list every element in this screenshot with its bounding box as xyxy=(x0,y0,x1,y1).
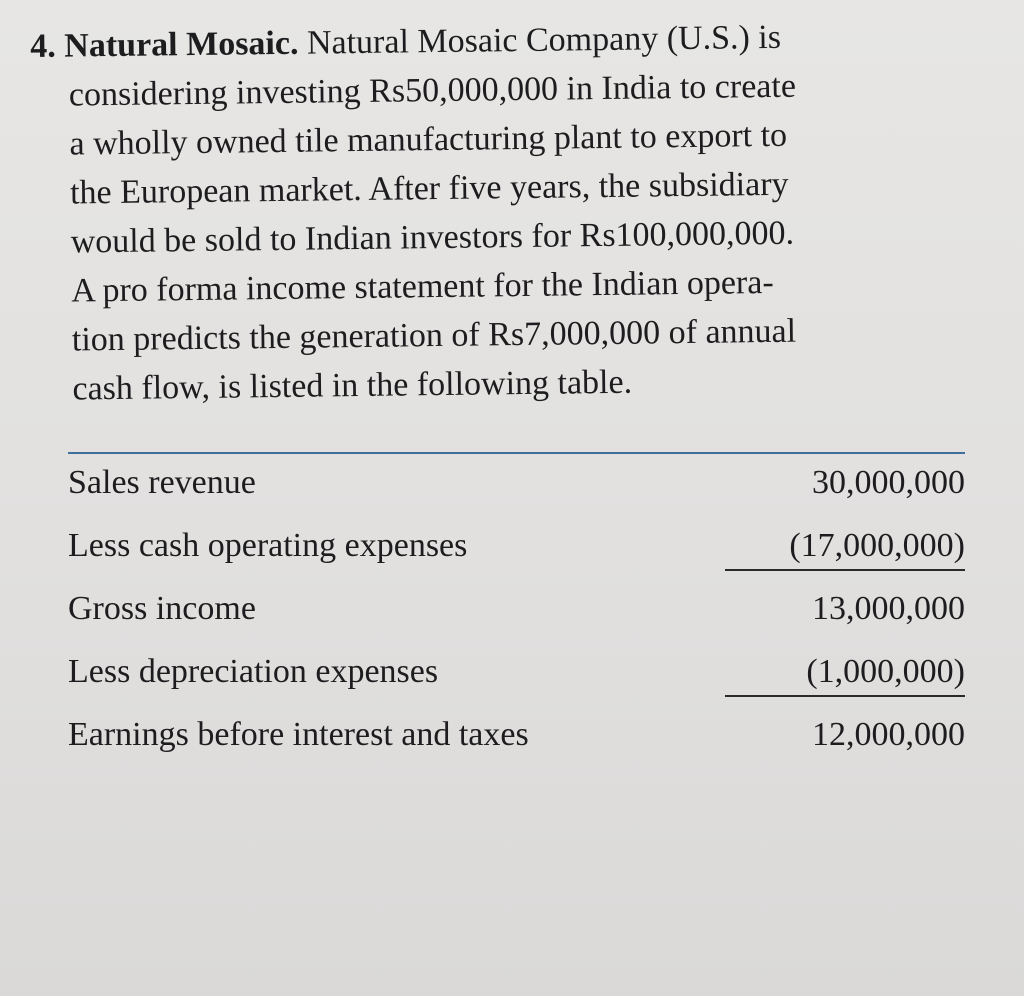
row-value: (1,000,000) xyxy=(725,653,965,697)
problem-title: Natural Mosaic. xyxy=(64,24,299,65)
table-row-cash-operating-expenses xyxy=(68,527,965,590)
table-row-sales-revenue xyxy=(68,464,965,527)
problem-paragraph xyxy=(30,11,975,414)
problem-line-6: A pro forma income statement for the Indian opera- xyxy=(71,263,774,310)
problem-line-5: would be sold to Indian investors for Rs100,000,000. xyxy=(70,214,795,261)
row-label: Sales revenue xyxy=(68,464,256,501)
row-value: 30,000,000 xyxy=(812,464,965,501)
table-row-ebit xyxy=(68,716,965,779)
problem-number: 4. xyxy=(30,27,57,65)
table-row-depreciation-expenses xyxy=(68,653,965,716)
problem-line-4: the European market. After five years, the subsidiary xyxy=(69,165,789,212)
table-row-gross-income xyxy=(68,590,965,653)
problem-line-8: cash flow, is listed in the following table. xyxy=(72,363,633,408)
row-value: 13,000,000 xyxy=(812,590,965,627)
row-label: Gross income xyxy=(68,590,256,627)
row-value: (17,000,000) xyxy=(725,527,965,571)
problem-text-1: Natural Mosaic Company (U.S.) is xyxy=(306,18,782,62)
problem-statement xyxy=(30,11,975,414)
row-label: Less depreciation expenses xyxy=(68,653,439,690)
problem-line-3: a wholly owned tile manufacturing plant to export to xyxy=(69,116,788,163)
problem-line-7: tion predicts the generation of Rs7,000,000 of annual xyxy=(71,312,797,359)
row-label: Earnings before interest and taxes xyxy=(68,716,529,753)
row-value: 12,000,000 xyxy=(812,716,965,753)
income-statement-table xyxy=(68,452,965,779)
row-label: Less cash operating expenses xyxy=(68,527,468,564)
problem-line-2: considering investing Rs50,000,000 in India to create xyxy=(68,67,797,114)
table-top-rule xyxy=(68,452,965,454)
